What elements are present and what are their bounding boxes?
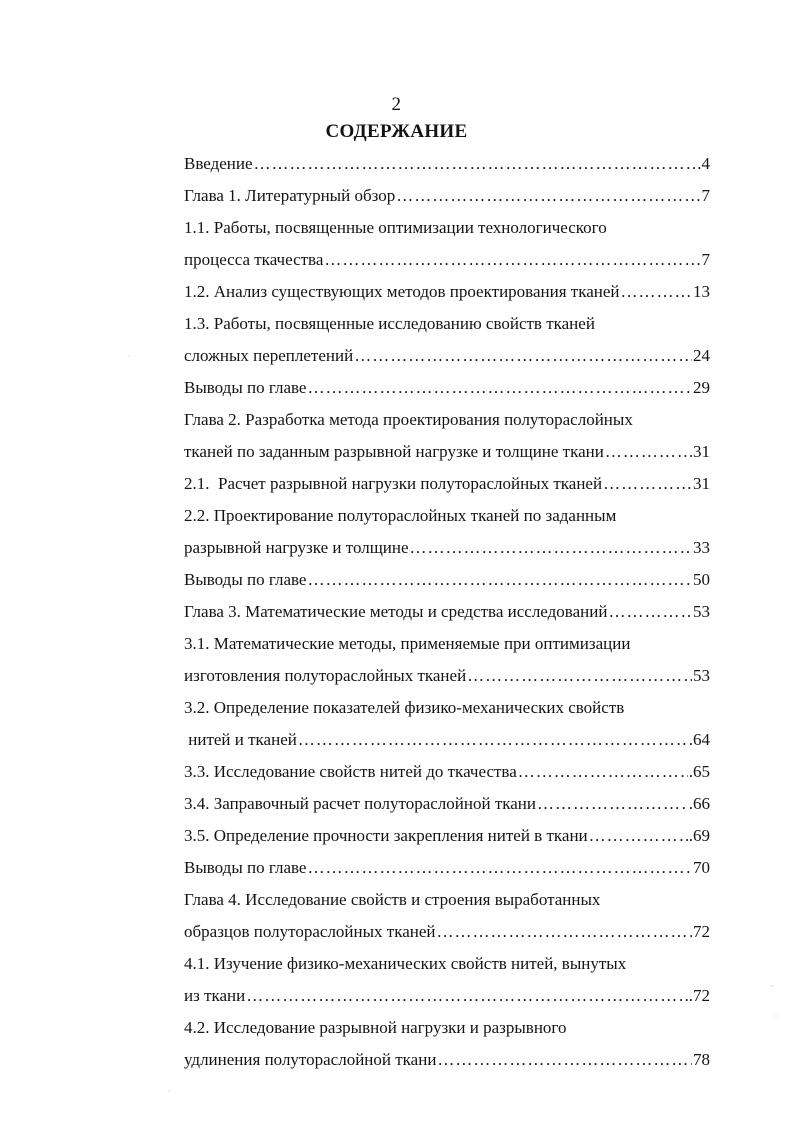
toc-leader-dots bbox=[621, 282, 693, 302]
toc-entry bbox=[184, 980, 710, 1012]
toc-entry-page: 13 bbox=[693, 282, 710, 301]
toc-entry-text: из ткани bbox=[184, 986, 246, 1005]
toc-entry-text: Глава 2. Разработка метода проектирования полутораслойных bbox=[184, 410, 633, 429]
toc-entry-text: Выводы по главе bbox=[184, 858, 307, 877]
toc-entry-text: Введение bbox=[184, 154, 253, 173]
toc-leader-dots bbox=[396, 186, 700, 206]
toc-leader-dots bbox=[354, 346, 692, 366]
scan-speck bbox=[771, 985, 774, 987]
toc-entry bbox=[184, 532, 710, 564]
toc-entry bbox=[184, 692, 710, 724]
toc-entry-text: образцов полутораслойных тканей bbox=[184, 922, 436, 941]
page-title: СОДЕРЖАНИЕ bbox=[325, 121, 468, 142]
toc-leader-dots bbox=[605, 442, 692, 462]
toc-entry-text: сложных переплетений bbox=[184, 346, 354, 365]
toc-entry-page: 31 bbox=[693, 474, 710, 493]
toc-leader-dots bbox=[410, 538, 692, 558]
toc-entry-page: .4 bbox=[697, 154, 710, 173]
scan-speck bbox=[128, 355, 130, 357]
toc-leader-dots bbox=[324, 250, 700, 270]
toc-leader-dots bbox=[254, 154, 697, 174]
toc-entry-page: 72 bbox=[693, 922, 710, 941]
toc-entry-page: .66 bbox=[688, 794, 710, 813]
toc-entry-page: .65 bbox=[688, 762, 710, 781]
toc-entry bbox=[184, 308, 710, 340]
toc-entry-page: 7 bbox=[701, 186, 710, 205]
toc-entry-page: 33 bbox=[693, 538, 710, 557]
toc-entry-text: разрывной нагрузке и толщине bbox=[184, 538, 409, 557]
toc-entry bbox=[184, 788, 710, 820]
toc-entry bbox=[184, 596, 710, 628]
toc-entry bbox=[184, 404, 710, 436]
toc-entry bbox=[184, 212, 710, 244]
toc-leader-dots bbox=[537, 794, 688, 814]
toc-entry-page: 50 bbox=[693, 570, 710, 589]
toc-entry-page: 53 bbox=[693, 602, 710, 621]
toc-entry-page: 31 bbox=[693, 442, 710, 461]
page-number: 2 bbox=[391, 94, 402, 115]
toc-leader-dots bbox=[437, 922, 692, 942]
toc-entry-text: 4.2. Исследование разрывной нагрузки и разрывного bbox=[184, 1018, 567, 1037]
toc-entry bbox=[184, 948, 710, 980]
toc-entry-page: .64 bbox=[688, 730, 710, 749]
toc-entry-text: Глава 3. Математические методы и средства исследований bbox=[184, 602, 608, 621]
toc-leader-dots bbox=[437, 1050, 692, 1070]
toc-entry-text: Глава 4. Исследование свойств и строения выработанных bbox=[184, 890, 601, 909]
toc-entry-text: 3.2. Определение показателей физико-механических свойств bbox=[184, 698, 625, 717]
toc-entry-text: 3.4. Заправочный расчет полутораслойной ткани bbox=[184, 794, 536, 813]
toc-leader-dots bbox=[307, 378, 692, 398]
toc-entry-text: нитей и тканей bbox=[184, 730, 297, 749]
toc-entry-text: 3.1. Математические методы, применяемые при оптимизации bbox=[184, 634, 631, 653]
toc-entry-text: тканей по заданным разрывной нагрузке и толщине ткани bbox=[184, 442, 604, 461]
toc-entry-text: 3.5. Определение прочности закрепления нитей в ткани bbox=[184, 826, 588, 845]
toc-entry bbox=[184, 244, 710, 276]
toc-entry-text: Выводы по главе bbox=[184, 570, 307, 589]
table-of-contents bbox=[184, 148, 710, 1076]
scan-speck bbox=[775, 1015, 777, 1017]
toc-entry-text: 4.1. Изучение физико-механических свойств нитей, вынутых bbox=[184, 954, 627, 973]
toc-entry-text: удлинения полутораслойной ткани bbox=[184, 1050, 437, 1069]
toc-entry bbox=[184, 276, 710, 308]
toc-entry-text: 1.1. Работы, посвященные оптимизации технологического bbox=[184, 218, 607, 237]
toc-entry bbox=[184, 340, 710, 372]
toc-entry-page: 29 bbox=[693, 378, 710, 397]
toc-entry bbox=[184, 468, 710, 500]
toc-leader-dots bbox=[307, 858, 692, 878]
toc-entry-text: изготовления полутораслойных тканей bbox=[184, 666, 467, 685]
toc-entry-text: 1.2. Анализ существующих методов проектирования тканей bbox=[184, 282, 620, 301]
toc-entry bbox=[184, 724, 710, 756]
toc-entry-page: 24 bbox=[693, 346, 710, 365]
toc-entry-text: процесса ткачества bbox=[184, 250, 324, 269]
toc-entry bbox=[184, 1044, 710, 1076]
toc-entry bbox=[184, 660, 710, 692]
toc-entry bbox=[184, 884, 710, 916]
toc-entry-text: 3.3. Исследование свойств нитей до ткачества bbox=[184, 762, 517, 781]
toc-leader-dots bbox=[246, 986, 688, 1006]
toc-entry-page: 70 bbox=[693, 858, 710, 877]
toc-leader-dots bbox=[298, 730, 688, 750]
toc-leader-dots bbox=[307, 570, 692, 590]
toc-entry-page: 7 bbox=[701, 250, 710, 269]
toc-entry-text: Глава 1. Литературный обзор bbox=[184, 186, 396, 205]
toc-entry bbox=[184, 564, 710, 596]
toc-entry-text: 2.2. Проектирование полутораслойных тканей по заданным bbox=[184, 506, 617, 525]
toc-entry bbox=[184, 916, 710, 948]
toc-entry bbox=[184, 820, 710, 852]
toc-entry-text: Выводы по главе bbox=[184, 378, 307, 397]
toc-entry bbox=[184, 436, 710, 468]
toc-entry-page: 78 bbox=[693, 1050, 710, 1069]
toc-leader-dots bbox=[467, 666, 692, 686]
toc-entry bbox=[184, 180, 710, 212]
toc-entry-page: .69 bbox=[688, 826, 710, 845]
toc-entry bbox=[184, 500, 710, 532]
toc-entry-text: 2.1. Расчет разрывной нагрузки полутораслойных тканей bbox=[184, 474, 603, 493]
toc-entry-page: .72 bbox=[688, 986, 710, 1005]
toc-entry bbox=[184, 756, 710, 788]
toc-entry-page: 53 bbox=[693, 666, 710, 685]
toc-entry bbox=[184, 628, 710, 660]
toc-entry bbox=[184, 1012, 710, 1044]
toc-leader-dots bbox=[518, 762, 688, 782]
toc-entry bbox=[184, 148, 710, 180]
toc-entry bbox=[184, 852, 710, 884]
toc-entry bbox=[184, 372, 710, 404]
toc-leader-dots bbox=[589, 826, 688, 846]
toc-entry-text: 1.3. Работы, посвященные исследованию свойств тканей bbox=[184, 314, 595, 333]
toc-leader-dots bbox=[608, 602, 692, 622]
toc-leader-dots bbox=[603, 474, 692, 494]
scan-speck bbox=[168, 1090, 170, 1092]
